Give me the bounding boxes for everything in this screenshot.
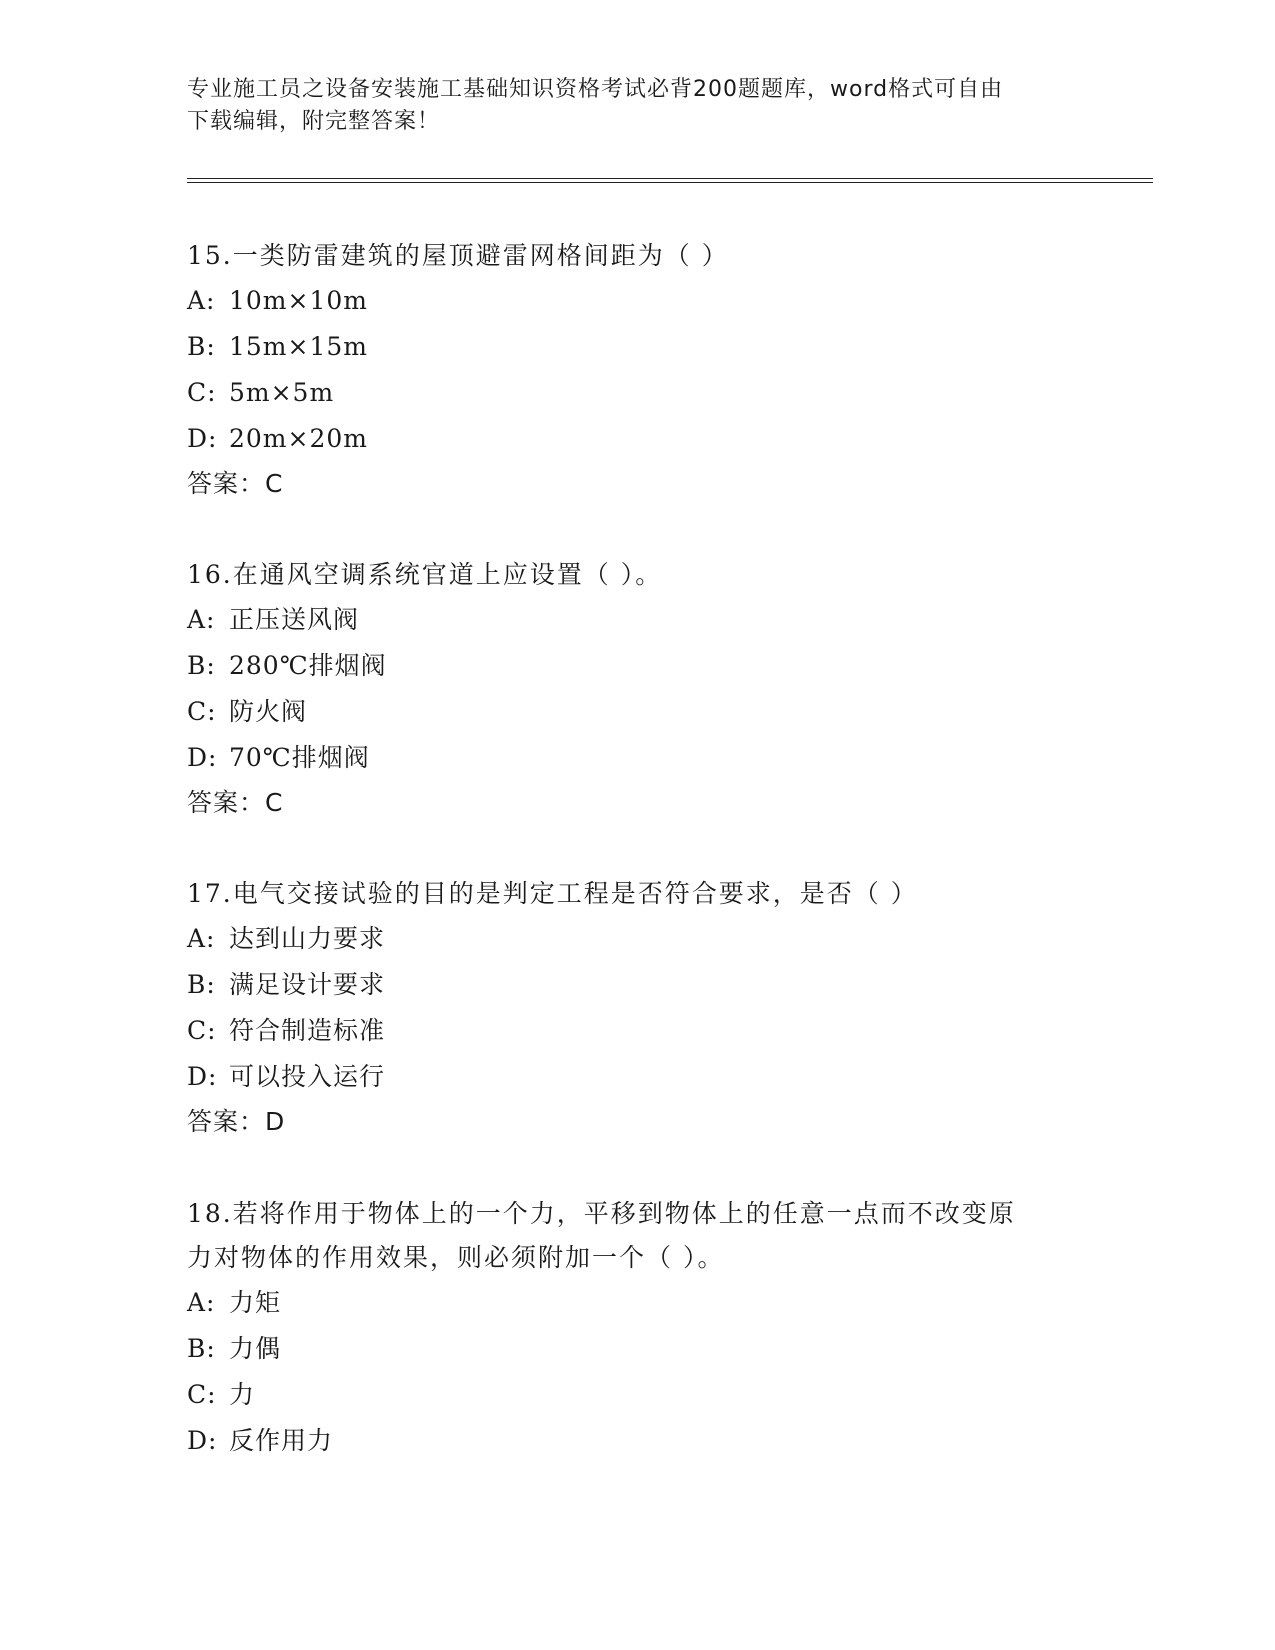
header-divider — [187, 182, 1153, 183]
option-a — [187, 278, 1087, 324]
option-text: 280℃排烟阀 — [229, 651, 387, 680]
option-text: 力矩 — [229, 1288, 282, 1317]
option-text: 正压送风阀 — [229, 605, 360, 634]
option-key: A: — [187, 605, 216, 634]
option-text: 力 — [229, 1380, 256, 1409]
document-intro — [187, 74, 1087, 138]
option-key: C: — [187, 1380, 217, 1409]
option-key: B: — [187, 332, 216, 361]
option-a — [187, 916, 1087, 962]
option-key: A: — [187, 1288, 216, 1317]
option-key: C: — [187, 697, 217, 726]
intro-line: 下载编辑，附完整答案！ — [187, 109, 441, 134]
option-text: 可以投入运行 — [229, 1062, 386, 1091]
option-b — [187, 324, 1087, 370]
option-text: 15m×15m — [229, 332, 368, 361]
option-text: 满足设计要求 — [229, 970, 386, 999]
option-key: C: — [187, 378, 217, 407]
option-key: D: — [187, 1426, 218, 1455]
option-d — [187, 416, 1087, 462]
option-a — [187, 597, 1087, 643]
question-stem: 15.一类防雷建筑的屋顶避雷网格间距为（ ） — [187, 241, 729, 270]
option-key: A: — [187, 924, 216, 953]
option-c — [187, 1372, 1087, 1418]
option-c — [187, 689, 1087, 735]
option-text: 达到山力要求 — [229, 924, 386, 953]
option-d — [187, 1418, 1087, 1464]
option-text: 符合制造标准 — [229, 1016, 386, 1045]
question-stem: 16.在通风空调系统官道上应设置（ ）。 — [187, 560, 663, 589]
option-c — [187, 1008, 1087, 1054]
intro-line: 专业施工员之设备安装施工基础知识资格考试必背200题题库，word格式可自由 — [187, 77, 1004, 102]
answer-line: 答案：C — [187, 469, 284, 498]
option-text: 反作用力 — [229, 1426, 334, 1455]
answer-line: 答案：C — [187, 788, 284, 817]
option-text: 5m×5m — [229, 378, 335, 407]
option-text: 10m×10m — [229, 286, 368, 315]
question-block — [187, 1192, 1087, 1464]
question-stem: 18.若将作用于物体上的一个力，平移到物体上的任意一点而不改变原 — [187, 1199, 1016, 1228]
question-block — [187, 234, 1087, 506]
option-b — [187, 962, 1087, 1008]
header-divider — [187, 178, 1153, 179]
option-key: B: — [187, 651, 216, 680]
question-block — [187, 872, 1087, 1144]
option-text: 力偶 — [229, 1334, 282, 1363]
option-text: 20m×20m — [229, 424, 368, 453]
option-d — [187, 735, 1087, 781]
option-text: 70℃排烟阀 — [229, 743, 370, 772]
option-d — [187, 1054, 1087, 1100]
option-key: D: — [187, 424, 218, 453]
option-key: C: — [187, 1016, 217, 1045]
question-block — [187, 553, 1087, 825]
option-key: B: — [187, 970, 216, 999]
option-b — [187, 1326, 1087, 1372]
option-a — [187, 1280, 1087, 1326]
option-text: 防火阀 — [229, 697, 308, 726]
option-key: D: — [187, 1062, 218, 1091]
question-stem: 力对物体的作用效果，则必须附加一个（ ）。 — [187, 1243, 725, 1272]
option-key: B: — [187, 1334, 216, 1363]
answer-line: 答案：D — [187, 1107, 286, 1136]
option-c — [187, 370, 1087, 416]
option-b — [187, 643, 1087, 689]
option-key: A: — [187, 286, 216, 315]
option-key: D: — [187, 743, 218, 772]
question-stem: 17.电气交接试验的目的是判定工程是否符合要求，是否（ ） — [187, 879, 918, 908]
